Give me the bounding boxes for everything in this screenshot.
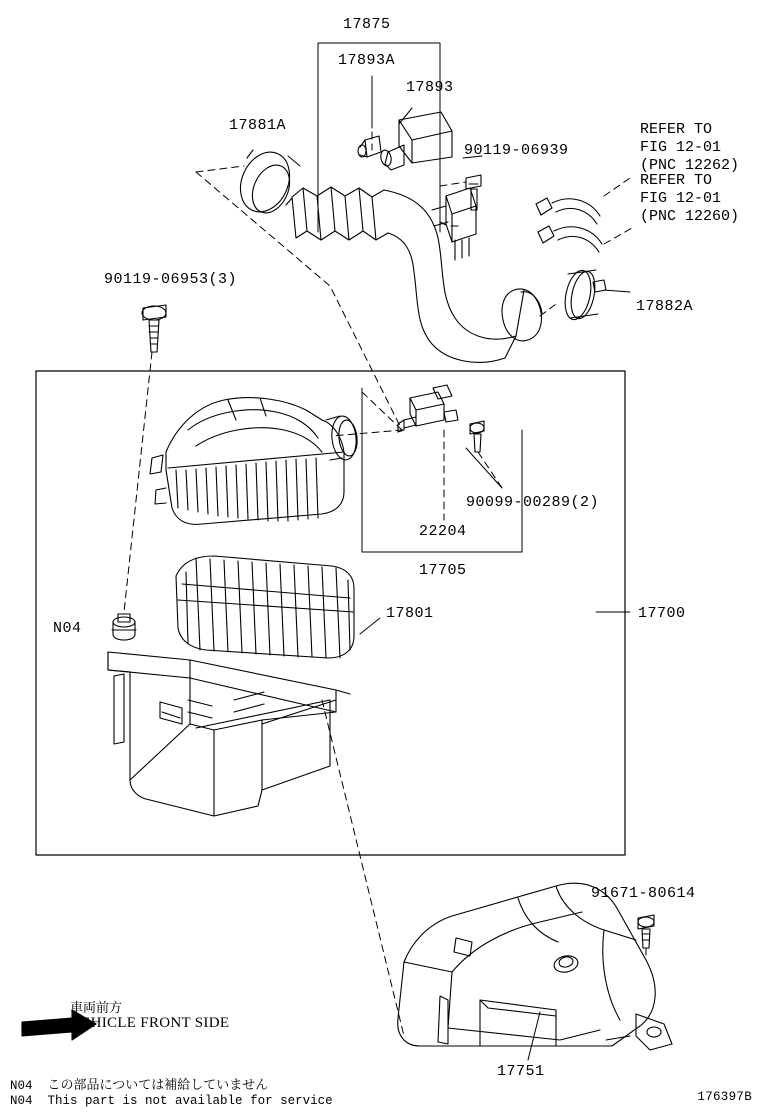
callout-N04-left: N04 [53, 620, 82, 637]
callout-90099-00289: 90099-00289(2) [466, 494, 600, 511]
part-17882A-clamp [561, 268, 606, 322]
part-hose-clamps-right [536, 198, 602, 252]
part-90119-06953-bolt [142, 305, 166, 352]
footnote-tag: N04 [10, 1079, 33, 1093]
callout-90119-06953: 90119-06953(3) [104, 271, 238, 288]
footnote-text: This part is not available for service [47, 1094, 333, 1108]
sheet-code: 176397B [697, 1090, 752, 1104]
reference-line: (PNC 12262) [640, 157, 740, 174]
reference-line: REFER TO [640, 121, 713, 138]
reference-line: (PNC 12260) [640, 208, 740, 225]
callout-91671-80614: 91671-80614 [591, 885, 696, 902]
callout-17751: 17751 [497, 1063, 545, 1080]
callout-17700: 17700 [638, 605, 686, 622]
callout-17881A: 17881A [229, 117, 287, 134]
reference-line: FIG 12-01 [640, 139, 722, 156]
callout-17801: 17801 [386, 605, 434, 622]
callout-17893: 17893 [406, 79, 454, 96]
front-arrow-en-label: VEHICLE FRONT SIDE [70, 1015, 230, 1031]
part-22204-maf-meter [398, 385, 458, 432]
part-N04-grommet [113, 614, 135, 640]
part-90099-00289-screw [470, 421, 484, 452]
leader-lines-dashed [124, 132, 646, 1036]
callout-17705: 17705 [419, 562, 467, 579]
part-90119-06939-bolt [466, 175, 481, 210]
reference-line: REFER TO [640, 172, 713, 189]
reference-block-12260 [640, 172, 739, 226]
part-17801-filter-element [176, 556, 354, 658]
assembly-box-17700 [36, 371, 625, 855]
footnote-row-2 [10, 1094, 333, 1108]
part-17875-hose [292, 187, 542, 362]
callout-22204: 22204 [419, 523, 467, 540]
part-17751-duct [398, 883, 672, 1050]
reference-line: FIG 12-01 [640, 190, 722, 207]
part-91671-80614-bolt [638, 915, 654, 948]
footnote-text: この部品については補給していません [47, 1078, 269, 1093]
front-arrow-jp-label: 車両前方 [70, 1001, 123, 1016]
part-air-cleaner-case-lower [108, 652, 350, 816]
leader-lines-solid [112, 108, 630, 1060]
part-17893A-clip [358, 136, 381, 157]
callout-17882A: 17882A [636, 298, 694, 315]
footnote-tag: N04 [10, 1094, 33, 1108]
callout-90119-06939: 90119-06939 [464, 142, 569, 159]
part-17881A-inlet [231, 144, 298, 219]
reference-block-12262 [640, 121, 739, 175]
callout-17875: 17875 [343, 16, 391, 33]
footnote-row-1 [10, 1074, 268, 1093]
part-air-cleaner-cap [150, 398, 359, 525]
callout-17893A: 17893A [338, 52, 396, 69]
part-17893-valve [379, 112, 452, 170]
